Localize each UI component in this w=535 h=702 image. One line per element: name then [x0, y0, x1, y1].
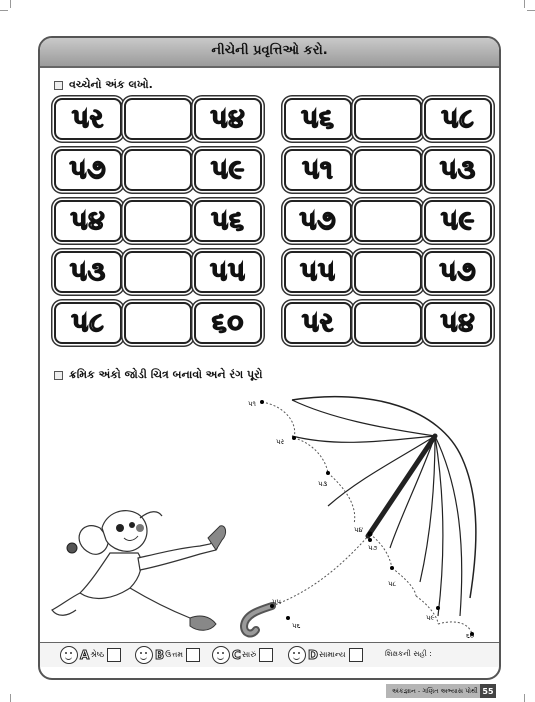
number-cell: પર [54, 98, 122, 140]
blank-answer-cell[interactable] [124, 302, 192, 344]
blank-answer-cell[interactable] [354, 149, 422, 191]
blank-answer-cell[interactable] [124, 251, 192, 293]
number-cell: પ૭ [54, 149, 122, 191]
book-title: અંકજ્ઞાન - ગણિત અભ્યાસ પોથી [392, 686, 478, 695]
bullet-icon [54, 81, 63, 90]
grade-checkbox[interactable] [349, 648, 363, 662]
dot[interactable] [326, 471, 330, 475]
grid-row [54, 200, 486, 242]
umbrella-rib [292, 400, 435, 436]
blank-answer-cell[interactable] [354, 98, 422, 140]
smiley-icon [288, 646, 306, 664]
grade-a [60, 646, 121, 664]
clown-illustration [52, 511, 226, 631]
number-cell: પ૬ [284, 98, 352, 140]
number-cell: પ૬ [194, 200, 262, 242]
umbrella-shaft [368, 436, 435, 536]
number-cell: પ૮ [54, 302, 122, 344]
header-title: નીચેની પ્રવૃત્તિઓ કરો. [211, 43, 328, 58]
grid-row [54, 251, 486, 293]
umbrella-rib [292, 436, 435, 442]
dot-label: પ૭ [368, 544, 378, 552]
umbrella-dot-puzzle [40, 378, 499, 638]
number-cell: પ૯ [424, 200, 492, 242]
grade-label: સામાન્ય [318, 650, 346, 659]
dotted-path [262, 402, 355, 524]
section2-title: ક્રમિક અંકો જોડી ચિત્ર બનાવો અને રંગ પૂરો [69, 368, 263, 381]
smiley-icon [212, 646, 230, 664]
crop-mark [524, 0, 525, 8]
dotted-path [370, 534, 472, 634]
crop-mark [0, 10, 8, 11]
grid-row [54, 302, 486, 344]
grid-row [54, 98, 486, 140]
blank-answer-cell[interactable] [124, 98, 192, 140]
blank-answer-cell[interactable] [124, 149, 192, 191]
dot[interactable] [368, 538, 372, 542]
dot[interactable] [286, 616, 290, 620]
smiley-icon [60, 646, 78, 664]
dot-label: ૬૦ [466, 632, 475, 638]
number-cell: પ૭ [284, 200, 352, 242]
grade-letter: B [155, 648, 165, 662]
grade-d [288, 646, 363, 664]
dot[interactable] [368, 532, 373, 537]
crop-mark [10, 0, 11, 8]
dot-label: પ૯ [426, 614, 435, 622]
page-number: 55 [480, 684, 496, 698]
dot[interactable] [390, 566, 394, 570]
number-cell: પર [284, 302, 352, 344]
number-cell: પ૮ [424, 98, 492, 140]
dot-label: પ૬ [292, 622, 301, 630]
blank-answer-cell[interactable] [354, 200, 422, 242]
smiley-icon [135, 646, 153, 664]
dot-label: પ૮ [388, 580, 397, 588]
umbrella-canopy-edge [292, 397, 476, 598]
number-cell: ૬૦ [194, 302, 262, 344]
worksheet-header [40, 38, 499, 68]
crop-mark [10, 694, 11, 702]
dot-label: પપ [272, 598, 282, 606]
number-cell: પ૩ [424, 149, 492, 191]
dot-label: પર [276, 438, 285, 446]
number-cell: પ૪ [194, 98, 262, 140]
dot-label: પ૩ [318, 480, 328, 488]
grade-checkbox[interactable] [186, 648, 200, 662]
grid-row [54, 149, 486, 191]
blank-answer-cell[interactable] [124, 200, 192, 242]
number-cell: પ૩ [54, 251, 122, 293]
page-footer [386, 684, 496, 698]
number-cell: પપ [194, 251, 262, 293]
grade-checkbox[interactable] [107, 648, 121, 662]
grading-bar [40, 642, 499, 667]
grade-label: શ્રેષ્ઠ [90, 650, 105, 659]
number-cell: પ૭ [424, 251, 492, 293]
blank-answer-cell[interactable] [354, 251, 422, 293]
grade-letter: D [308, 648, 318, 662]
crop-mark [527, 10, 535, 11]
number-cell: પ૯ [194, 149, 262, 191]
number-cell: પપ [284, 251, 352, 293]
dot-label: પ૪ [354, 526, 363, 534]
dotted-path [272, 534, 370, 606]
grade-b [135, 646, 200, 664]
dot-label: પ૧ [248, 400, 256, 408]
grade-label: ઉત્તમ [165, 650, 183, 659]
grade-label: સારું [241, 650, 257, 659]
dot[interactable] [260, 400, 264, 404]
grade-letter: C [232, 648, 241, 662]
section1-heading [54, 78, 153, 92]
grade-checkbox[interactable] [259, 648, 273, 662]
number-cell: પ૪ [54, 200, 122, 242]
umbrella-rib [435, 436, 443, 616]
umbrella-rib [328, 436, 435, 506]
dot[interactable] [292, 436, 296, 440]
worksheet-frame [38, 36, 501, 680]
section1-title: વચ્ચેનો અંક લખો. [69, 78, 153, 91]
crop-mark [524, 694, 525, 702]
blank-answer-cell[interactable] [354, 302, 422, 344]
number-cell: પ૪ [424, 302, 492, 344]
grade-letter: A [80, 648, 90, 662]
number-cell: પ૧ [284, 149, 352, 191]
dot[interactable] [436, 606, 440, 610]
teacher-signature-label: શિક્ષકની સહી : [385, 649, 432, 658]
grade-c [212, 646, 273, 664]
